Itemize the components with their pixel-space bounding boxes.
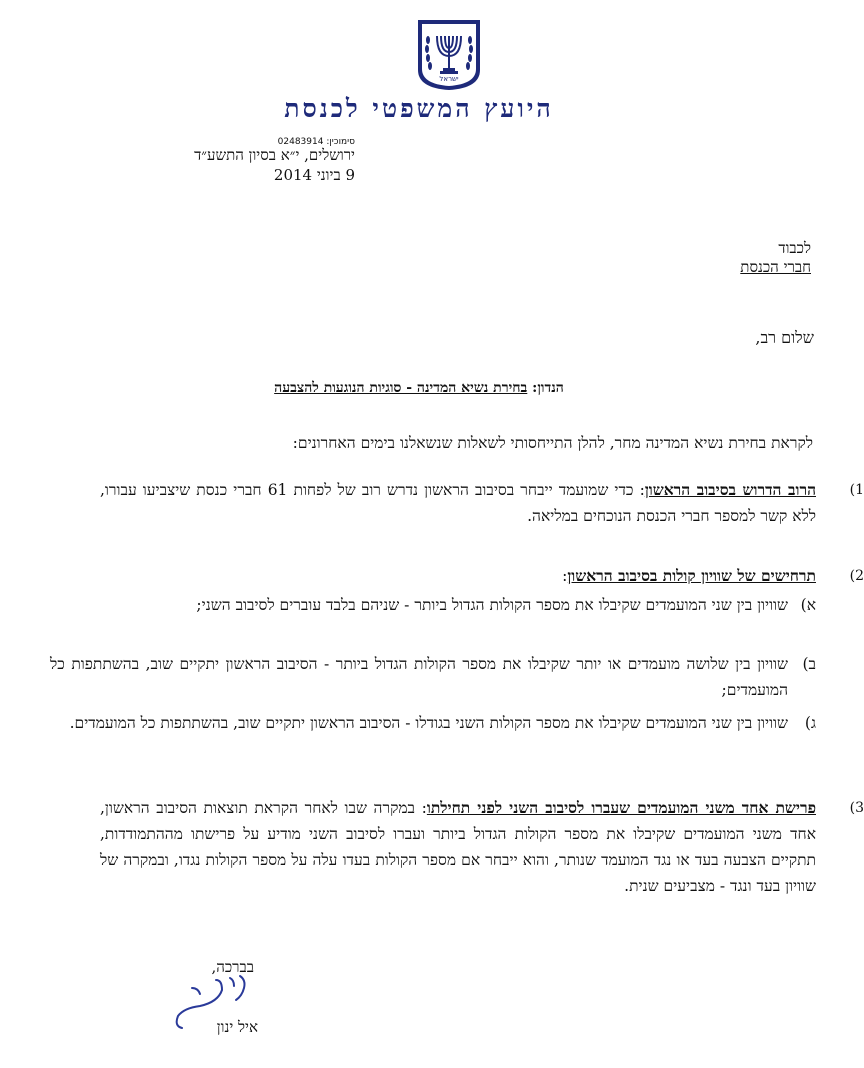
closing: בברכה, (211, 958, 254, 976)
greeting: שלום רב, (755, 328, 814, 347)
sub-item-letter: ג) (804, 714, 816, 732)
list-item (100, 563, 864, 589)
sub-item (50, 710, 816, 736)
recipient-name: חברי הכנסת (740, 258, 811, 276)
state-emblem-icon (414, 18, 484, 92)
date-gregorian: 9 ביוני 2014 (273, 166, 355, 184)
item-text: : במקרה שבו לאחר הקראת תוצאות הסיבוב הראשון, אחד משני המועמדים שקיבלו את מספר הקולות הגדול ביותר ועברו לסיבוב השני מודיע על פרישתו מההתמודדות, תתקיים הצבעה בעד או נגד המועמד שנותר, והוא ייבחר אם מספר הקולות בעדו עלה על מספר הקולות נגדו, ובמקרה של שוויון בעד ונגד - מצביעים שנית. (100, 799, 816, 895)
list-item (100, 477, 864, 529)
item-number: 2) (849, 568, 864, 584)
handwritten-signature (148, 966, 258, 1061)
recipient-label: לכבוד (778, 239, 811, 257)
sub-item (50, 651, 816, 703)
emblem-label: ישראל (439, 75, 459, 83)
organization-title: היועץ המשפטי לכנסת (284, 94, 554, 123)
signer-name: איל ינון (216, 1018, 258, 1036)
subject-text: בחירת נשיא המדינה - סוגיות הנוגעות להצבעה (274, 380, 528, 396)
sub-item-text: שוויון בין שני המועמדים שקיבלו את מספר הקולות הגדול ביותר - שניהם בלבד עוברים לסיבוב השני; (196, 596, 788, 614)
item-text: : כדי שמועמד ייבחר בסיבוב הראשון נדרש רוב של לפחות 61 חברי כנסת שיצביעו עבורו, ללא קשר למספר חברי הכנסת הנוכחים במליאה. (100, 481, 816, 525)
sub-item-text: שוויון בין שלושה מועמדים או יותר שקיבלו את מספר הקולות הגדול ביותר - הסיבוב הראשון יתקיים שוב, בהשתתפות כל המועמדים; (50, 655, 788, 699)
item-title: הרוב הדרוש בסיבוב הראשון (644, 480, 816, 499)
date-hebrew: ירושלים, י״א בסיון התשע״ד (194, 146, 355, 164)
list-item (100, 795, 864, 899)
subject-label: הנדון: (532, 380, 564, 396)
sub-item (50, 592, 816, 618)
subject-line (0, 380, 838, 397)
item-number: 3) (849, 800, 864, 816)
item-title: תרחישים של שוויון קולות בסיבוב הראשון (567, 566, 816, 585)
sub-item-text: שוויון בין שני המועמדים שקיבלו את מספר הקולות השני בגודלו - הסיבוב הראשון יתקיים שוב, בהשתתפות כל המועמדים. (69, 714, 788, 732)
item-text: : (562, 567, 568, 585)
item-title: פרישת אחד משני המועמדים שעברו לסיבוב השני לפני תחילתו (426, 798, 816, 817)
reference-number: סימוכין: 02483914 (277, 137, 355, 147)
intro-paragraph: לקראת בחירת נשיא המדינה מחר, להלן התייחסותי לשאלות שנשאלנו בימים האחרונים: (292, 434, 813, 452)
sub-item-letter: ב) (802, 655, 816, 673)
sub-item-letter: א) (800, 596, 816, 614)
item-number: 1) (849, 482, 864, 498)
